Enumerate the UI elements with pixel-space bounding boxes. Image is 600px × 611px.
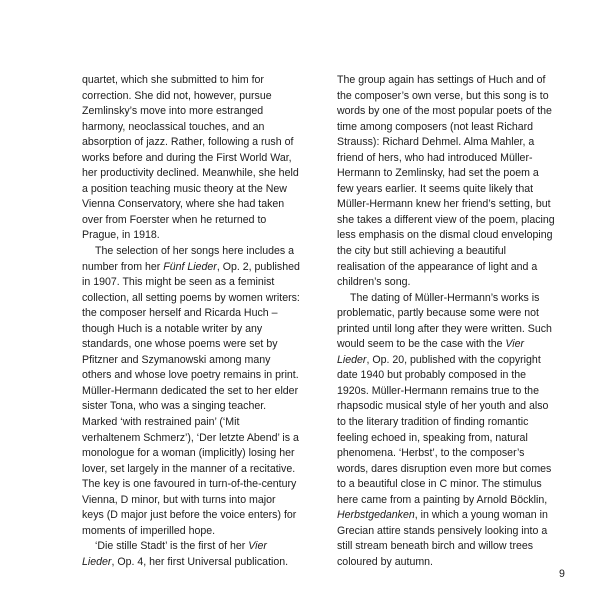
- paragraph: [337, 291, 555, 571]
- painting-title: Herbstgedanken: [337, 509, 415, 522]
- paragraph: quartet, which she submitted to him for correction. She did not, however, pursue Zemlinsky’s move into more estranged harmony, neoclassical touches, and an absorption of jazz. Rather, following a rush of works before and during the First World War, her productivity declined. Meanwhile, she held a position teaching music theory at the New Vienna Conservatory, where she had taken over from Foerster when he returned to Prague, in 1918.: [82, 74, 299, 242]
- paragraph: [82, 244, 300, 539]
- paragraph-text: The dating of Müller-Hermann’s works is problematic, partly because some were not printed until long after they were written. Such would seem to be the case with the: [337, 291, 552, 351]
- paragraph-text: , Op. 2, published in 1907. This might be seen as a feminist collection, all setting poems by women writers: the composer herself and Ricarda Huch – though Huch is a notable writer by any standards, one whose poems were set by Pfitzner and Szymanowski among many others and whose love poetry remains in print. Müller-Hermann dedicated the set to her elder sister Tona, who was a singing teacher. Marked ‘with restrained pain’ (‘Mit verhaltenem Schmerz’), ‘Der letzte Abend’ is a monologue for a woman (implicitly) losing her lover, set largely in the manner of a recitative. The key is one favoured in turn-of-the-century Vienna, D minor, but with turns into major keys (D major just before the voice enters) for moments of imperilled hope.: [82, 260, 300, 537]
- paragraph: [82, 539, 300, 570]
- paragraph-text: , Op. 20, published with the copyright date 1940 but probably composed in the 1920s. Müller-Hermann remains true to the rhapsodic musical style of her youth and also to the literary tradition of finding romantic feeling echoed in, speaking from, natural phenomena. ‘Herbst’, to the composer’s words, dares disruption even more but comes to a beautiful close in C minor. The stimulus here came from a painting by Arnold Böcklin,: [337, 353, 552, 506]
- paragraph-text: ‘Die stille Stadt’ is the first of her: [95, 540, 249, 553]
- right-column: [337, 73, 555, 571]
- work-title: Vier Lieder: [337, 338, 525, 366]
- paragraph-text: , Op. 4, her first Universal publication.: [111, 555, 289, 568]
- paragraph: The group again has settings of Huch and of the composer’s own verse, but this song is to words by one of the most popular poets of the time among composers (not least Richard Strauss): Richard Dehmel. Alma Mahler, a friend of hers, who had introduced Müller-Hermann to Zemlinsky, had set the poem a few years earlier. It seems quite likely that Müller-Hermann knew her friend’s setting, but she takes a different view of the poem, placing less emphasis on the dismal cloud enveloping the city but still achieving a beautiful realisation of the appearance of light and a children’s song.: [337, 74, 555, 289]
- left-column: [82, 73, 300, 571]
- paragraph-text: , in which a young woman in Grecian attire stands pensively looking into a still stream beneath birch and willow trees coloured by autumn.: [337, 509, 548, 568]
- work-title: Fünf Lieder: [163, 260, 217, 273]
- paragraph-text: The selection of her songs here includes a number from her: [82, 245, 295, 273]
- page-number: 9: [559, 568, 565, 580]
- work-title: Vier Lieder: [82, 540, 267, 568]
